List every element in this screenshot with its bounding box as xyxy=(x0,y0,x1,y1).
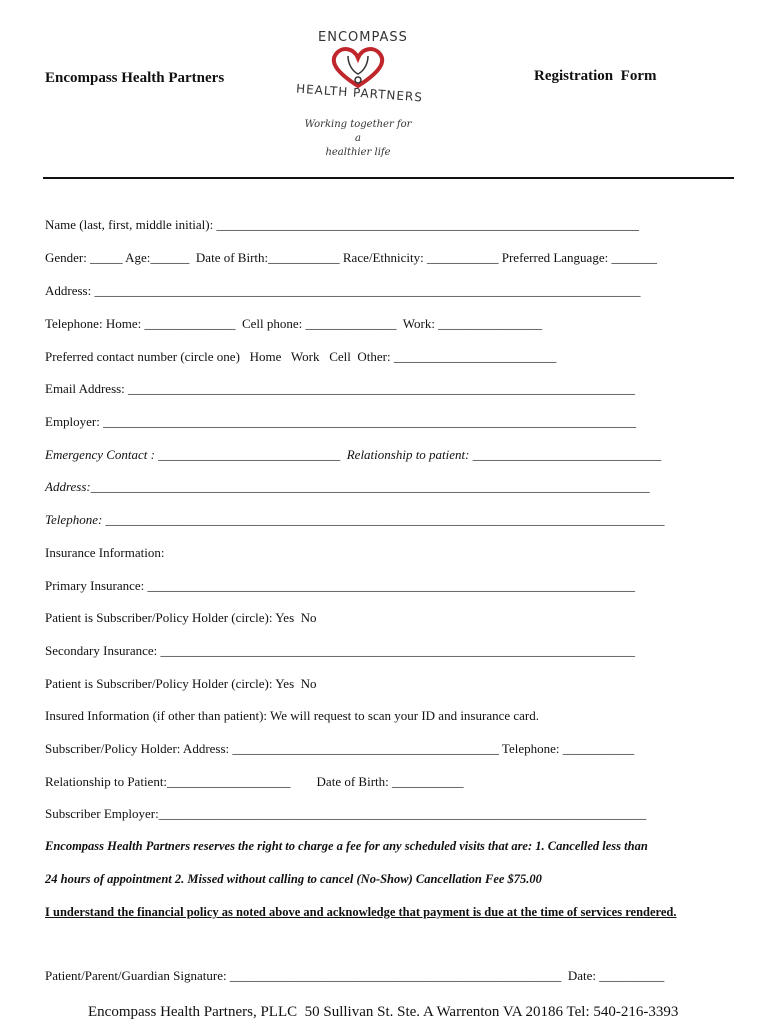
email-field[interactable]: Email Address: ______________________________________________________________________________ xyxy=(45,381,636,396)
company-logo xyxy=(288,26,428,158)
insured-info-note: Insured Information (if other than patient): We will request to scan your ID and insurance card. xyxy=(45,708,539,723)
primary-subscriber-choice[interactable]: Patient is Subscriber/Policy Holder (circle): Yes No xyxy=(45,610,317,625)
policy-text-line2: 24 hours of appointment 2. Missed without calling to cancel (No-Show) Cancellation Fee $75.00 xyxy=(45,872,542,886)
gender-age-dob-field[interactable]: Gender: _____ Age:______ Date of Birth:___________ Race/Ethnicity: ___________ Preferred Language: _______ xyxy=(45,250,657,265)
header-divider xyxy=(43,177,734,179)
emergency-contact-field[interactable]: Emergency Contact : ____________________________ Relationship to patient: _____________________________ xyxy=(45,447,662,462)
heart-stethoscope-icon xyxy=(326,44,390,90)
form-title: Registration Form xyxy=(534,68,657,84)
preferred-contact-field[interactable]: Preferred contact number (circle one) Home Work Cell Other: _________________________ xyxy=(45,349,557,364)
policy-text-line1: Encompass Health Partners reserves the right to charge a fee for any scheduled visits that are: 1. Cancelled less than xyxy=(45,839,648,853)
primary-insurance-field[interactable]: Primary Insurance: ___________________________________________________________________________ xyxy=(45,578,636,593)
secondary-subscriber-choice[interactable]: Patient is Subscriber/Policy Holder (circle): Yes No xyxy=(45,676,317,691)
logo-top-text: ENCOMPASS xyxy=(318,30,408,45)
subscriber-employer-field[interactable]: Subscriber Employer:___________________________________________________________________________ xyxy=(45,806,647,821)
secondary-insurance-field[interactable]: Secondary Insurance: _________________________________________________________________________ xyxy=(45,643,636,658)
logo-tagline-line2: healthier life xyxy=(325,147,391,158)
name-field[interactable]: Name (last, first, middle initial): _________________________________________________________________ xyxy=(45,217,639,232)
policy-acknowledgement: I understand the financial policy as noted above and acknowledge that payment is due at the time of services rendered. xyxy=(45,905,677,919)
emergency-telephone-field[interactable]: Telephone: ______________________________________________________________________________________ xyxy=(45,512,665,527)
emergency-address-field[interactable]: Address:______________________________________________________________________________________ xyxy=(45,479,650,494)
insurance-info-heading: Insurance Information: xyxy=(45,545,165,560)
logo-tagline xyxy=(302,118,414,160)
signature-date-field[interactable]: Patient/Parent/Guardian Signature: ___________________________________________________ Date: __________ xyxy=(45,968,665,983)
subscriber-address-field[interactable]: Subscriber/Policy Holder: Address: _________________________________________ Telephone: ___________ xyxy=(45,741,635,756)
address-field[interactable]: Address: ____________________________________________________________________________________ xyxy=(45,283,641,298)
logo-bottom-text: HEALTH PARTNERS xyxy=(295,81,424,105)
employer-field[interactable]: Employer: __________________________________________________________________________________ xyxy=(45,414,637,429)
telephone-field[interactable]: Telephone: Home: ______________ Cell phone: ______________ Work: ________________ xyxy=(45,316,543,331)
logo-tagline-line1: Working together for a xyxy=(304,119,412,144)
org-name: Encompass Health Partners xyxy=(45,70,225,86)
footer-address: Encompass Health Partners, PLLC 50 Sullivan St. Ste. A Warrenton VA 20186 Tel: 540-216-3393 xyxy=(88,1004,679,1020)
relationship-field[interactable]: Relationship to Patient:___________________ Date of Birth: ___________ xyxy=(45,774,464,789)
